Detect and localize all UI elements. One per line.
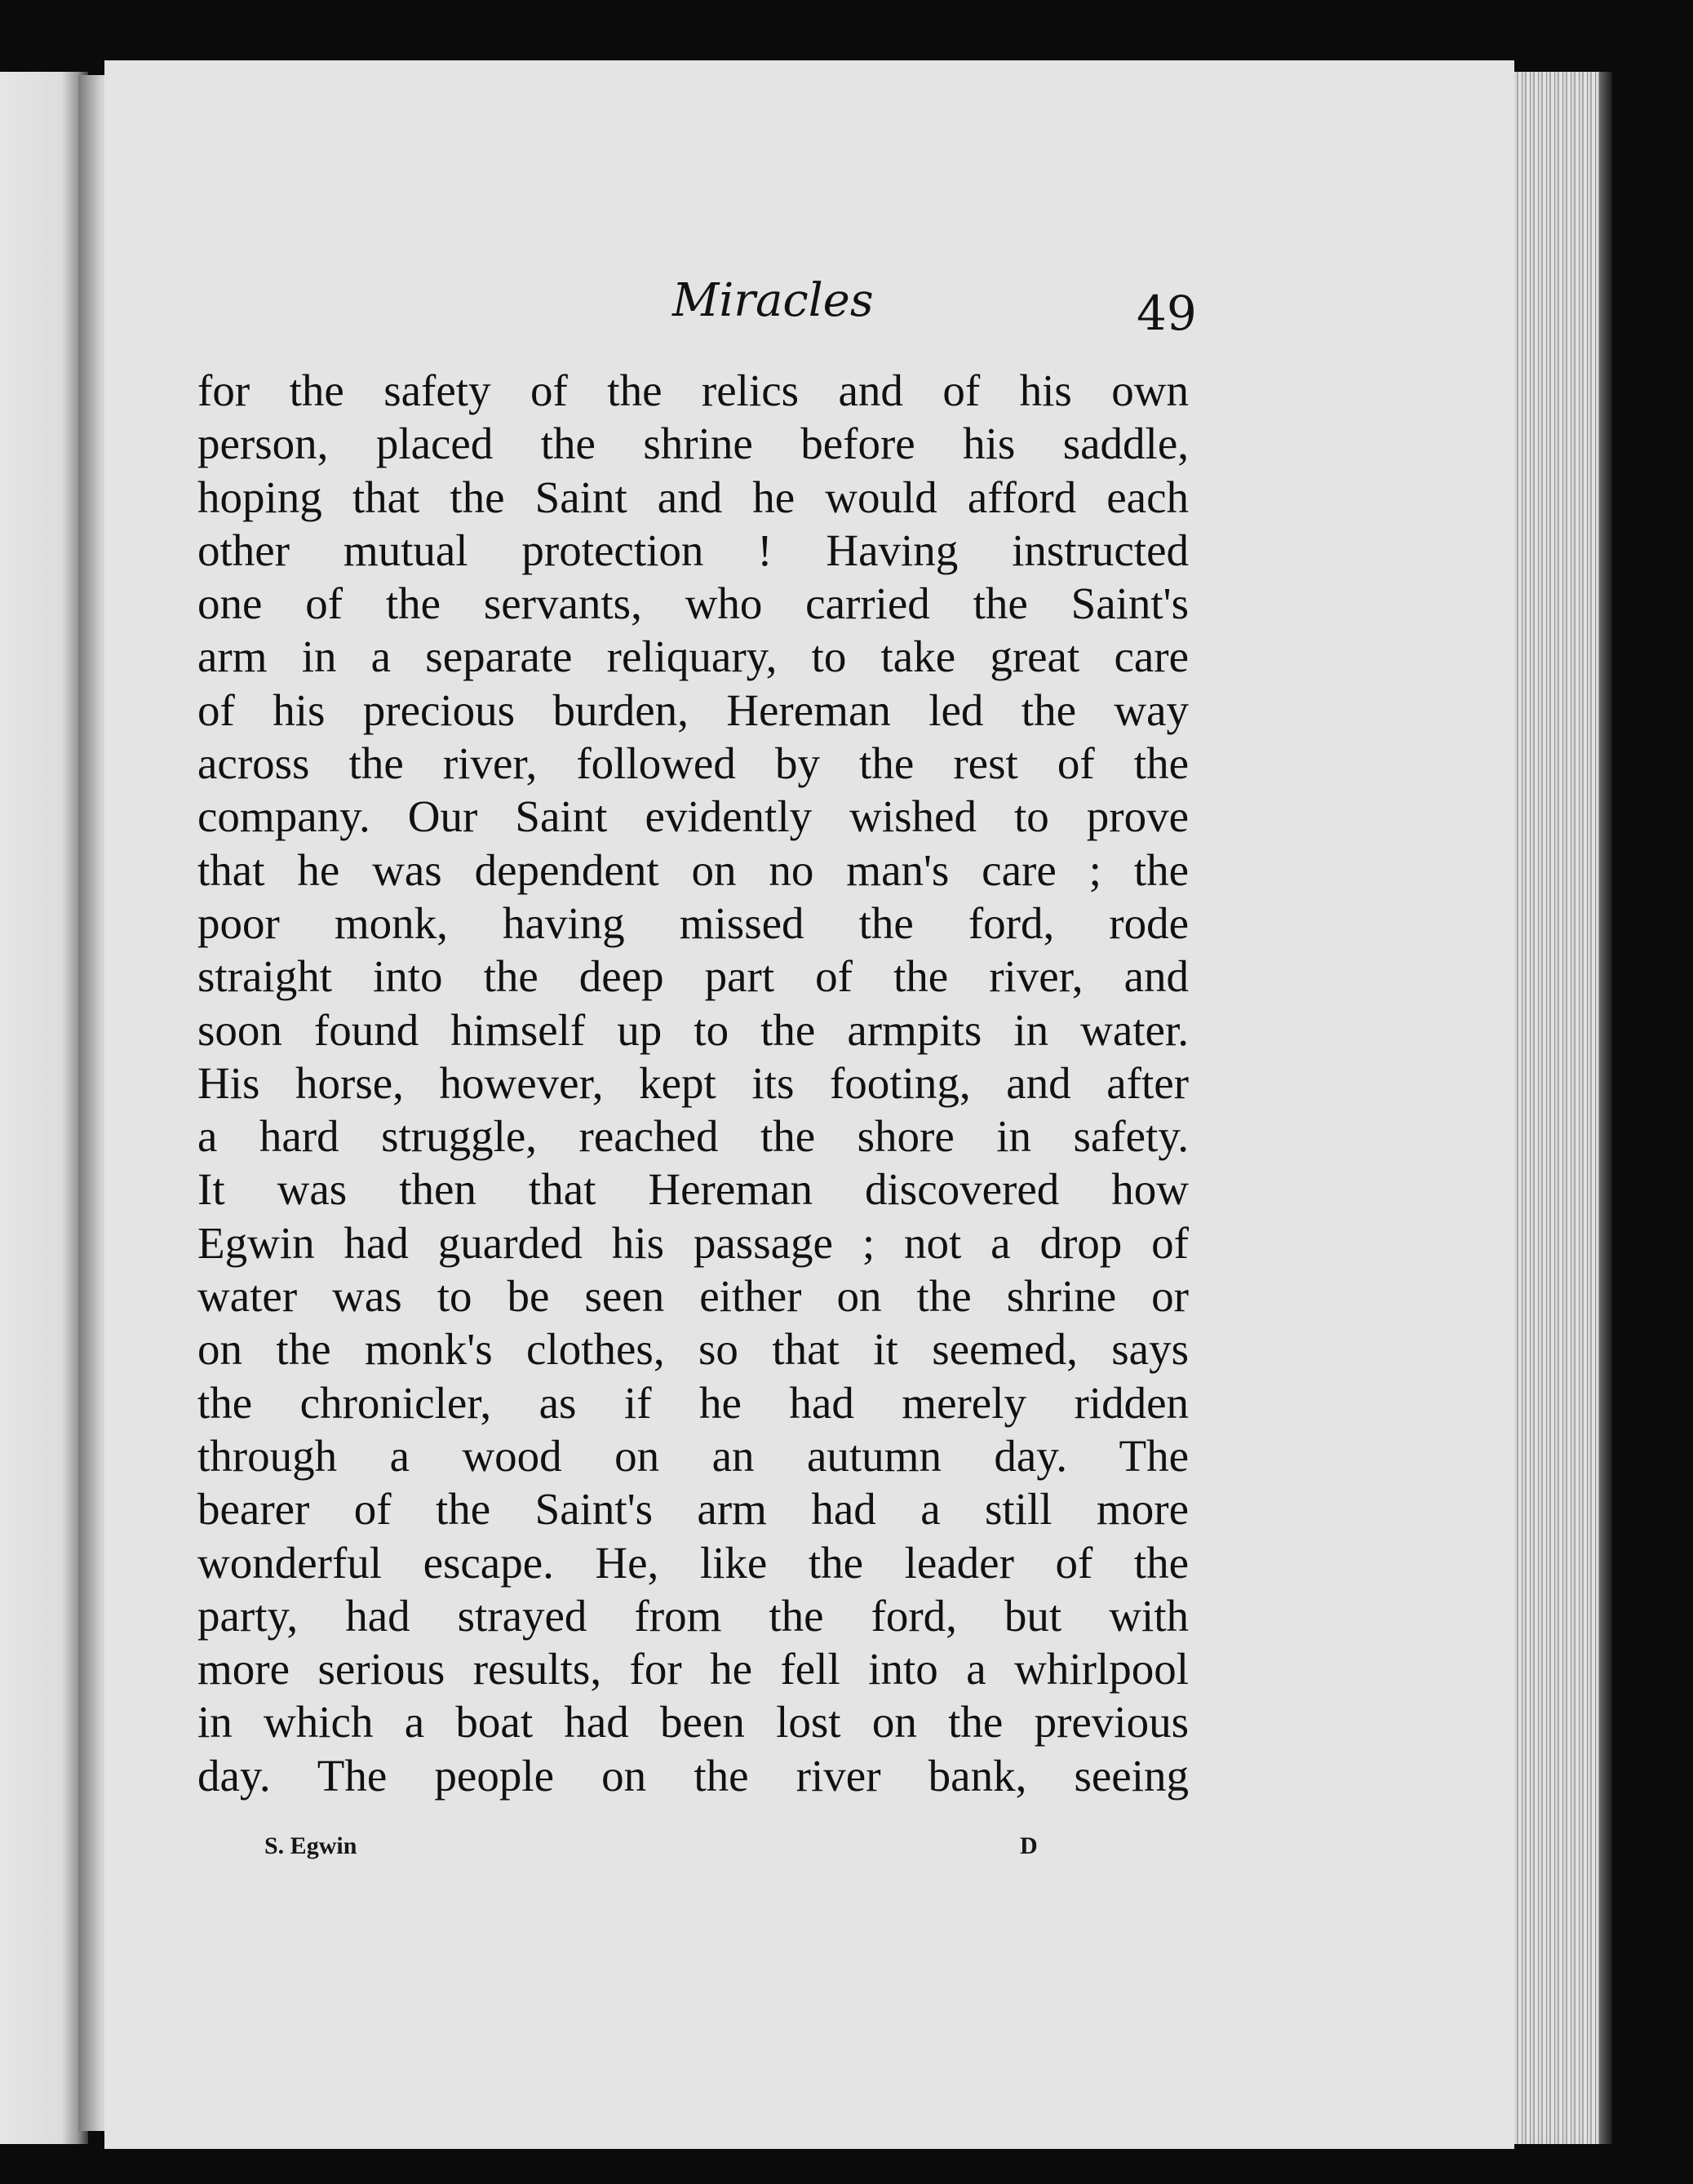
text-line: wonderful escape. He, like the leader of the (197, 1537, 1189, 1588)
running-head (104, 274, 1514, 348)
text-line: across the river, followed by the rest of the (197, 738, 1189, 789)
book-page (104, 60, 1514, 2149)
text-line: person, placed the shrine before his saddle, (197, 419, 1189, 469)
text-line: Egwin had guarded his passage ; not a drop of (197, 1217, 1189, 1268)
text-line: bearer of the Saint's arm had a still more (197, 1484, 1189, 1535)
text-line: arm in a separate reliquary, to take great care (197, 631, 1189, 682)
signature-line: S. Egwin (264, 1832, 357, 1859)
text-line: more serious results, for he fell into a whirlpool (197, 1644, 1189, 1694)
text-line: It was then that Hereman discovered how (197, 1164, 1189, 1215)
text-line: party, had strayed from the ford, but with (197, 1590, 1189, 1641)
text-line: His horse, however, kept its footing, and after (197, 1057, 1189, 1108)
text-line: straight into the deep part of the river, and (197, 951, 1189, 1002)
body-text (197, 364, 1189, 1802)
text-line: through a wood on an autumn day. The (197, 1430, 1189, 1481)
page-footer (104, 1832, 1514, 1865)
page-number: 49 (1137, 286, 1197, 341)
text-line: on the monk's clothes, so that it seemed, says (197, 1324, 1189, 1375)
text-line: the chronicler, as if he had merely ridden (197, 1377, 1189, 1428)
text-line: company. Our Saint evidently wished to prove (197, 791, 1189, 842)
text-line: poor monk, having missed the ford, rode (197, 897, 1189, 948)
text-line: in which a boat had been lost on the previous (197, 1697, 1189, 1748)
running-head-title: Miracles (672, 274, 874, 327)
text-line: other mutual protection ! Having instructed (197, 525, 1189, 575)
previous-page-edge (0, 72, 88, 2144)
text-line: of his precious burden, Hereman led the way (197, 684, 1189, 735)
text-line: for the safety of the relics and of his own (197, 365, 1189, 415)
text-line: that he was dependent on no man's care ; the (197, 844, 1189, 895)
text-line: soon found himself up to the armpits in water. (197, 1004, 1189, 1055)
text-line: hoping that the Saint and he would afford each (197, 472, 1189, 522)
text-line: a hard struggle, reached the shore in safety. (197, 1111, 1189, 1162)
text-line: one of the servants, who carried the Saint's (197, 578, 1189, 629)
stacked-page-edges (1514, 72, 1612, 2144)
text-line: water was to be seen either on the shrine or (197, 1271, 1189, 1322)
sheet-signature-mark: D (1020, 1832, 1038, 1859)
text-line: day. The people on the river bank, seeing (197, 1750, 1189, 1801)
